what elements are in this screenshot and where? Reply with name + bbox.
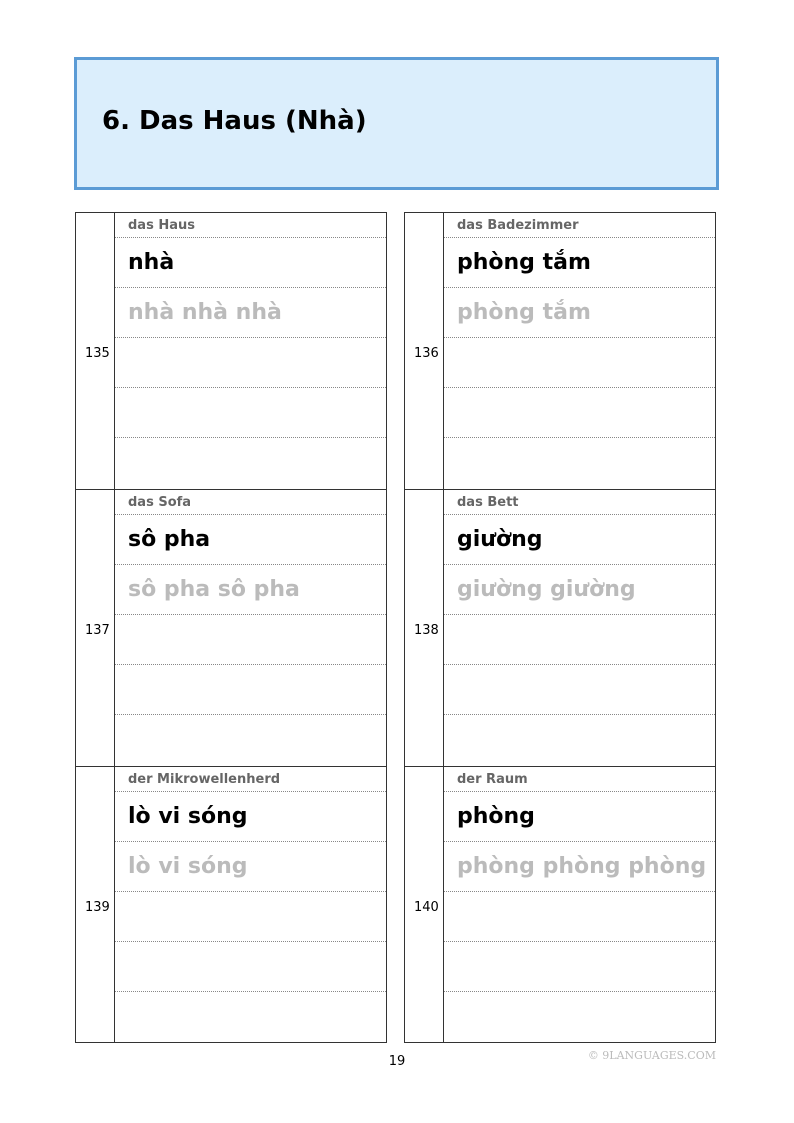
tracing-text: lò vi sóng [128, 854, 248, 879]
vietnamese-word: sô pha [128, 527, 211, 552]
practice-line[interactable] [115, 715, 386, 765]
practice-line[interactable] [115, 338, 386, 388]
vocab-card-136 [404, 212, 716, 489]
german-word: das Badezimmer [444, 213, 715, 238]
vietnamese-word: nhà [128, 250, 175, 275]
practice-line[interactable] [115, 615, 386, 665]
card-number: 139 [85, 900, 110, 915]
card-number-column [76, 490, 115, 766]
practice-line[interactable] [444, 388, 715, 438]
tracing-text: nhà nhà nhà [128, 300, 282, 325]
practice-line[interactable] [115, 992, 386, 1042]
tracing-text: phòng tắm [457, 300, 591, 325]
practice-line[interactable] [444, 892, 715, 942]
practice-line[interactable] [115, 438, 386, 488]
vocab-card-138 [404, 489, 716, 766]
practice-line[interactable] [444, 615, 715, 665]
practice-line[interactable] [115, 892, 386, 942]
tracing-text: phòng phòng phòng [457, 854, 707, 879]
practice-line[interactable] [444, 992, 715, 1042]
practice-line[interactable] [444, 338, 715, 388]
practice-line[interactable] [444, 665, 715, 715]
german-word: das Bett [444, 490, 715, 515]
chapter-header [74, 57, 719, 190]
vietnamese-word: phòng tắm [457, 250, 591, 275]
card-number-column [405, 213, 444, 489]
card-number: 136 [414, 346, 439, 361]
copyright-notice: © 9LANGUAGES.COM [587, 1049, 716, 1062]
practice-line[interactable] [444, 715, 715, 765]
practice-line[interactable] [444, 942, 715, 992]
card-number-column [76, 767, 115, 1042]
card-number: 138 [414, 623, 439, 638]
vocab-card-139 [75, 766, 387, 1043]
german-word: der Raum [444, 767, 715, 792]
german-word: das Sofa [115, 490, 386, 515]
card-number: 140 [414, 900, 439, 915]
card-number-column [405, 767, 444, 1042]
practice-line[interactable] [115, 942, 386, 992]
german-word: der Mikrowellenherd [115, 767, 386, 792]
practice-line[interactable] [115, 388, 386, 438]
page-number: 19 [388, 1054, 406, 1069]
practice-line[interactable] [115, 665, 386, 715]
tracing-text: sô pha sô pha [128, 577, 300, 602]
practice-line[interactable] [444, 438, 715, 488]
card-number-column [405, 490, 444, 766]
vietnamese-word: giường [457, 527, 543, 552]
vocab-card-137 [75, 489, 387, 766]
vocab-card-135 [75, 212, 387, 489]
vietnamese-word: phòng [457, 804, 535, 829]
card-number-column [76, 213, 115, 489]
tracing-text: giường giường [457, 577, 636, 602]
vocab-card-140 [404, 766, 716, 1043]
chapter-title: 6. Das Haus (Nhà) [102, 106, 367, 136]
german-word: das Haus [115, 213, 386, 238]
card-number: 137 [85, 623, 110, 638]
card-number: 135 [85, 346, 110, 361]
vietnamese-word: lò vi sóng [128, 804, 248, 829]
